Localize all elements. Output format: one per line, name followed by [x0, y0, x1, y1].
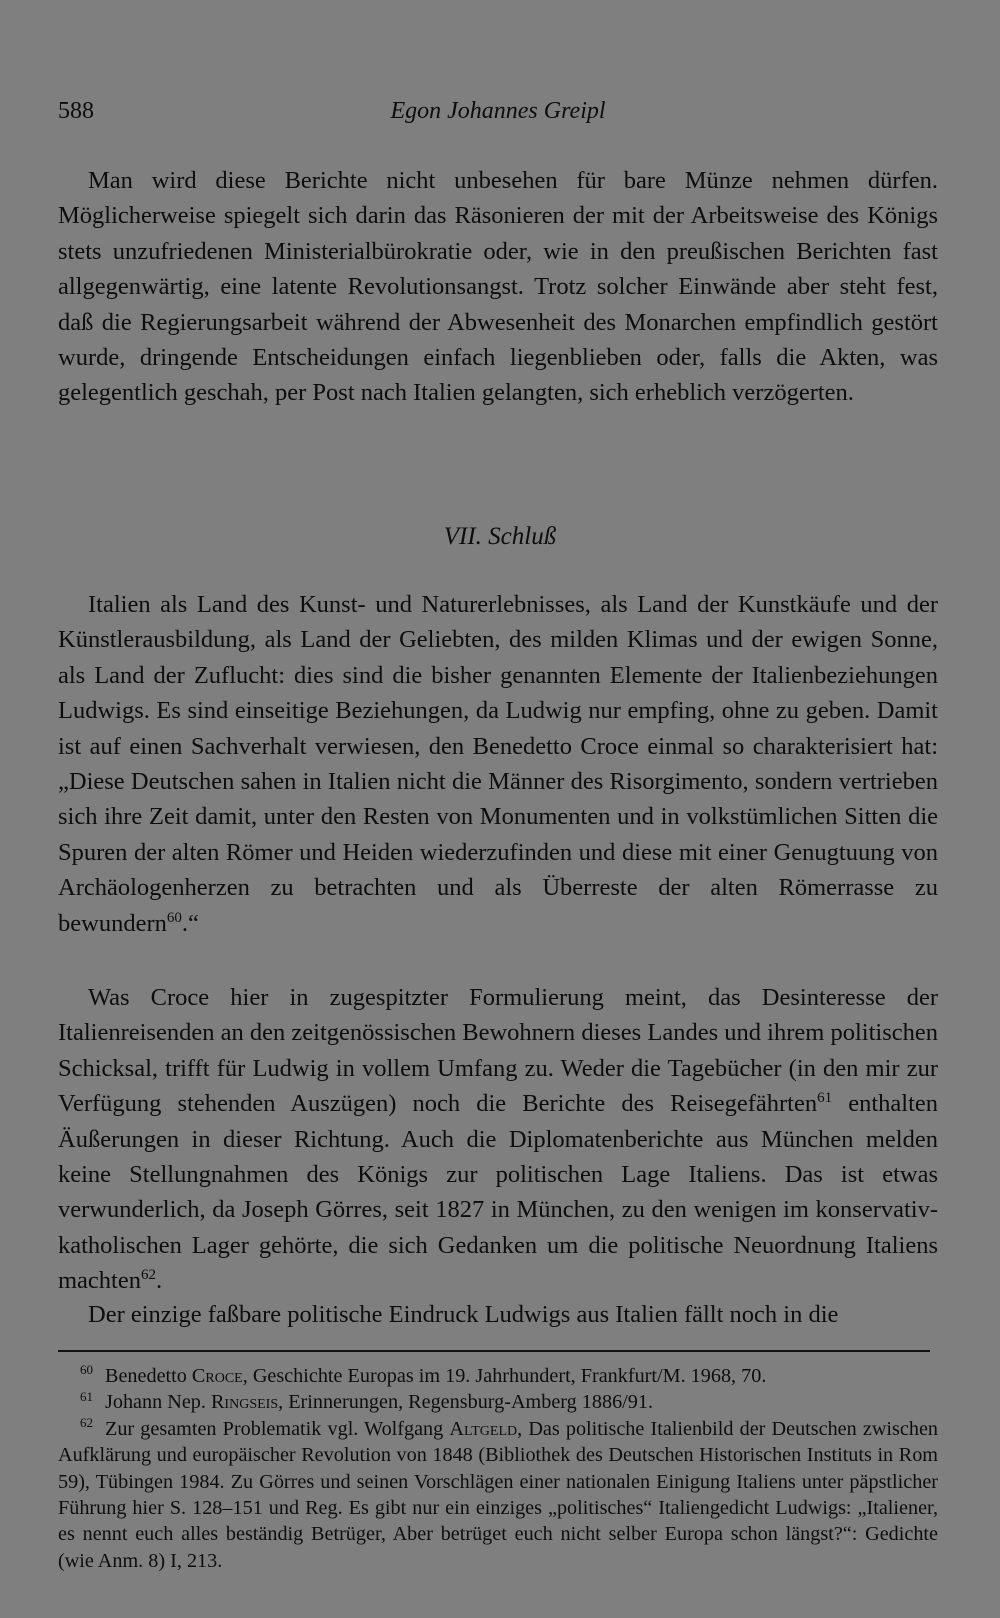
footnote-text: , Erinnerungen, Regensburg-Amberg 1886/91.	[278, 1391, 654, 1414]
body-paragraph: Man wird diese Berichte nicht unbesehen für bare Münze nehmen dürfen. Möglicherweise spiegelt sich darin das Räsonieren der mit der Arbeitsweise des Königs stets unzufriedenen Ministerialbürokratie oder, wie in den preußischen Berichten fast allgegenwärtig, eine latente Revolutionsangst. Trotz solcher Einwände aber steht fest, daß die Regierungsarbeit während der Abwesenheit des Monarchen empfindlich gestört wurde, dringende Entscheidungen einfach liegenblieben oder, falls die Akten, was gelegentlich geschah, per Post nach Italien gelangten, sich erheblich verzögerten.	[58, 167, 938, 407]
footnote-text: , Geschichte Europas im 19. Jahrhundert, Frankfurt/M. 1968, 70.	[242, 1365, 767, 1387]
author-name: Ringseis	[210, 1391, 279, 1414]
footnote-number: 62	[80, 1415, 93, 1431]
running-title: Egon Johannes Greipl	[390, 98, 606, 124]
paragraph-text: .“	[181, 909, 199, 937]
paragraph-text: Italien als Land des Kunst- und Naturerlebnisses, als Land der Kunstkäufe und der Künstlerausbildung, als Land der Geliebten, des milden Klimas und der ewigen Sonne, als Land der Zuflucht: dies sind die bisher genannten Elemente der Italienbeziehungen Ludwigs. Es sind einseitige Beziehungen, da Ludwig nur empfing, ohne zu geben. Damit ist auf einen Sachverhalt verwiesen, den Benedetto Croce einmal so charakterisiert hat: „Diese Deutschen sahen in Italien nicht die Männer des Risorgimento, sondern vertrieben sich ihre Zeit damit, unter den Resten von Monumenten und in volkstümlichen Sitten die Spuren der alten Römer und Heiden wiederzufinden und diese mit einer Genugtuung von Archäologenherzen zu betrachten und als Überreste der alten Römerrasse zu bewundern	[58, 591, 938, 937]
footnote-text: Zur gesamten Problematik vgl. Wolfgang	[105, 1417, 450, 1440]
paragraph-text: .	[156, 1267, 163, 1295]
footnote-reference: 61	[817, 1090, 833, 1107]
footnote	[58, 1363, 938, 1389]
footnote-text: Benedetto	[105, 1365, 192, 1387]
footnote-number: 60	[80, 1362, 93, 1378]
page-number: 588	[58, 98, 94, 124]
footnote-text: Johann Nep.	[105, 1391, 211, 1414]
footnotes	[58, 1363, 938, 1574]
footnote-reference: 62	[141, 1267, 156, 1284]
footnote-reference: 60	[166, 909, 182, 926]
footnote-number: 61	[80, 1388, 93, 1404]
paragraph-text: Was Croce hier in zugespitzter Formulierung meint, das Desinteresse der Italienreisenden an den zeitgenössischen Bewohnern dieses Landes und ihrem politischen Schicksal, trifft für Ludwig in vollem Umfang zu. Weder die Tagebücher (in den mir zur Verfügung stehenden Auszügen) noch die Berichte des Reisegefährten	[58, 984, 938, 1118]
author-name: Croce	[191, 1365, 243, 1387]
section-heading: VII. Schluß	[443, 523, 557, 550]
body-paragraph	[58, 587, 938, 941]
author-name: Altgeld	[449, 1417, 518, 1440]
running-head	[58, 94, 938, 128]
footnote	[58, 1389, 938, 1415]
paragraph-text: enthalten Äußerungen in dieser Richtung. Auch die Diplomatenberichte aus München melden keine Stellungnahmen des Königs zur politischen Lage Italiens. Das ist etwas verwunderlich, da Joseph Görres, seit 1827 in München, zu den wenigen im konservativ-katholischen Lager gehörte, die sich Gedanken um die politische Neuordnung Italiens machten	[58, 1090, 939, 1295]
body-paragraph	[58, 980, 938, 1299]
footnote-rule	[58, 1350, 930, 1352]
body-paragraph: Der einzige faßbare politische Eindruck Ludwigs aus Italien fällt noch in die	[88, 1301, 839, 1328]
footnote	[58, 1416, 938, 1574]
footnote-text: , Das politische Italienbild der Deutschen zwischen Aufklärung und europäischer Revolution von 1848 (Bibliothek des Deutschen Historischen Instituts in Rom 59), Tübingen 1984. Zu Görres und seinen Vorschlägen einer nationalen Einigung Italiens unter päpstlicher Führung hier S. 128–151 und Reg. Es gibt nur ein einziges „politisches“ Italiengedicht Ludwigs: „Italiener, es nennt euch alles beständig Betrüger, Aber betrüget euch nicht selber Europa schon längst?“: Gedichte (wie Anm. 8) I, 213.	[58, 1417, 938, 1572]
